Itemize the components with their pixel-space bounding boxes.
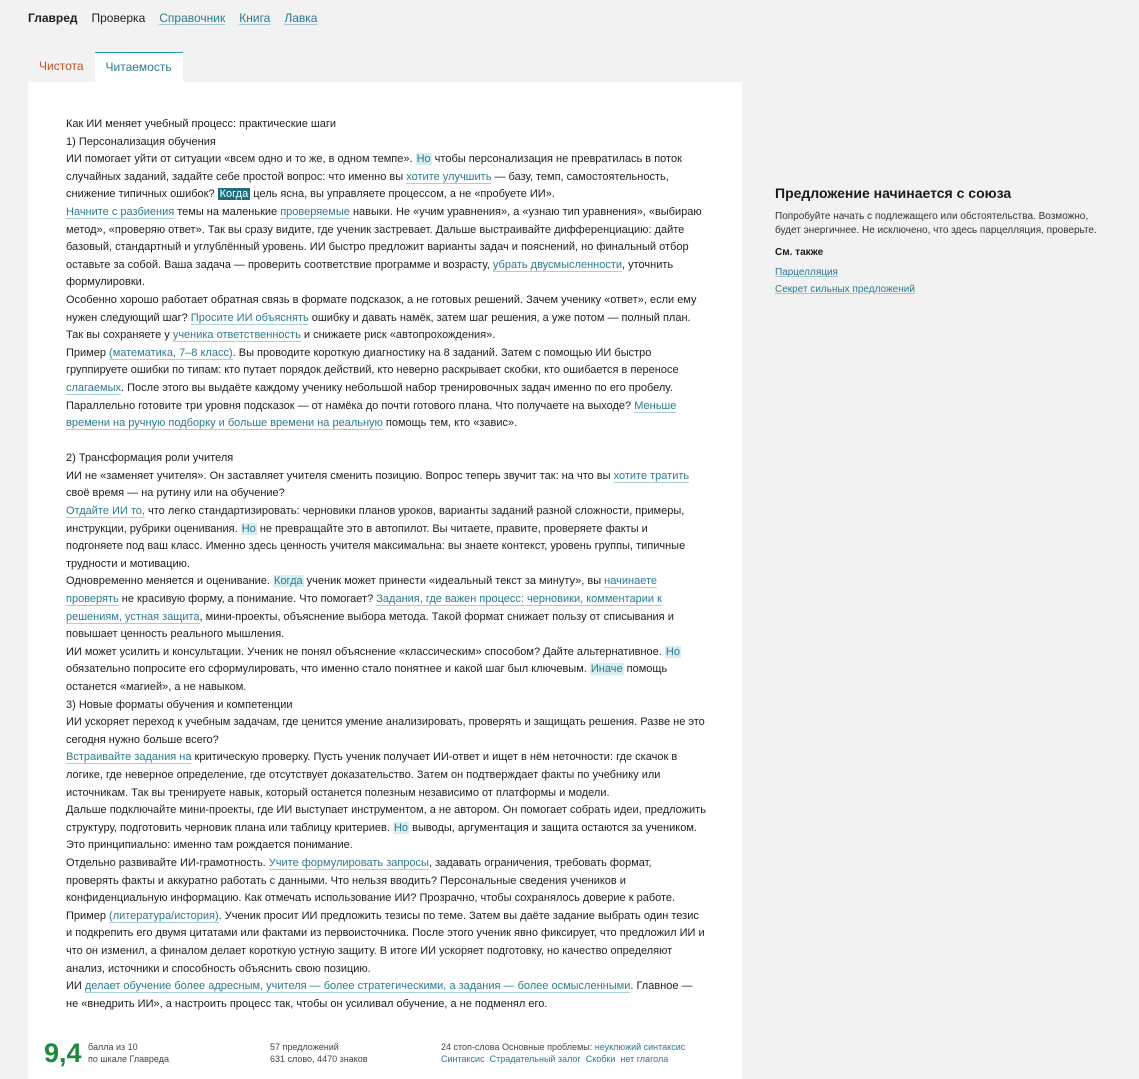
text-run: критическую проверку. Пусть ученик получает ИИ-ответ и ищет в нём неточности: где скачок в логике, где неверное определение, где отсутствует доказательство. Затем он подтверждает факты по учебнику или источникам. Так вы тренируете навык, который останется полезным независимо от платформы и модели. [66, 751, 678, 799]
paragraph [66, 802, 706, 855]
underline-issue[interactable]: (литература/история) [109, 909, 219, 922]
rule-explanation-panel [775, 185, 1115, 298]
problem-link[interactable]: Синтаксис [441, 1054, 485, 1064]
nav-item-book[interactable]: Книга [239, 11, 271, 25]
underline-issue[interactable]: Просите ИИ объяснять [190, 311, 309, 324]
text-run: Отдельно развивайте ИИ-грамотность. [66, 856, 269, 869]
highlight-conjunction[interactable]: Иначе [590, 663, 623, 676]
highlight-conjunction[interactable]: Но [416, 153, 431, 166]
text-run: темы на маленькие [174, 205, 281, 218]
text-run: чтобы персонализация не превратилась в поток случайных заданий, задайте себе простой вопрос: что именно вы [66, 153, 682, 183]
text-run: помощь тем, кто «завис». [382, 417, 518, 430]
problem-link[interactable]: Скобки [585, 1054, 616, 1064]
text-stats [270, 1041, 368, 1065]
underline-issue[interactable]: Отдайте ИИ то, [66, 505, 145, 518]
paragraph [66, 151, 706, 204]
underline-issue[interactable]: делает обучение более адресным, учителя — более стратегическими, а задания — более осмысленными [84, 980, 631, 993]
nav-item-reference[interactable]: Справочник [159, 11, 226, 25]
doc-title: Как ИИ меняет учебный процесс: практические шаги [66, 118, 337, 130]
brand-logo[interactable]: Главред [28, 11, 78, 25]
text-run: ИИ помогает уйти от ситуации «всем одно и то же, в одном темпе». [66, 153, 416, 166]
see-also-link-strong-sentences[interactable]: Секрет сильных предложений [775, 284, 915, 295]
rule-description: Попробуйте начать с подлежащего или обстоятельства. Возможно, будет энергичнее. Не исключено, что здесь парцелляция, проверьте. [775, 211, 1097, 236]
paragraph [66, 749, 706, 802]
nav-item-check[interactable]: Проверка [91, 11, 146, 25]
underline-issue[interactable]: Учите формулировать запросы [268, 856, 429, 869]
text-run: и снижаете риск «автопрохождения». [300, 329, 496, 342]
paragraph [66, 644, 706, 697]
paragraph [66, 573, 706, 643]
underline-issue[interactable]: хотите улучшить [406, 170, 492, 183]
highlight-conjunction[interactable]: Но [665, 645, 680, 658]
tab-clean[interactable]: Чистота [39, 59, 84, 73]
text-run: . После этого вы выдаёте каждому ученику небольшой набор тренировочных задач именно по его пробелу. Параллельно готовите три уровня подсказок — от намёка до почти готового плана. Что получаете на выходе? [66, 381, 673, 412]
text-run: — базу, темп, самостоятельность, снижение типичных ошибок? [66, 170, 669, 201]
text-run: ученик может принести «идеальный текст за минуту», вы [303, 575, 605, 588]
text-run: , мини-проекты, объяснение выбора метода. Такой формат снижает пользу от списывания и повышает ценность реального мышления. [66, 610, 674, 641]
text-editor[interactable] [28, 82, 742, 1079]
sentence-count: 57 предложений [270, 1042, 339, 1052]
problem-link[interactable]: нет глагола [620, 1054, 669, 1064]
score-label-line: по шкале Главреда [88, 1054, 169, 1064]
underline-issue[interactable]: Задания, где важен процесс: черновики, комментарии к решениям, устная защита [66, 593, 662, 623]
blank-line [66, 433, 706, 451]
stop-words-count: 24 стоп-слова [441, 1042, 500, 1052]
text-run: ИИ не «заменяет учителя». Он заставляет учителя сменить позицию. Вопрос теперь звучит так: на что вы [66, 469, 614, 482]
text-run: выводы, аргументация и защита остаются за учеником. Это принципиально: именно там рождается понимание. [66, 821, 697, 852]
text-run: ИИ [66, 980, 85, 993]
score-label-line: балла из 10 [88, 1042, 138, 1052]
score-label [88, 1041, 169, 1065]
text-run: что легко стандартизировать: черновики планов уроков, варианты заданий разной сложности, примеры, инструкции, рубрики оценивания. [66, 505, 685, 535]
text-run: Дальше подключайте мини-проекты, где ИИ выступает инструментом, а не автором. Он помогает собрать идеи, предложить структуру, подготовить черновик плана или таблицу критериев. [66, 804, 706, 834]
underline-issue[interactable]: проверяемые [280, 205, 350, 218]
text-run: , задавать ограничения, требовать формат, проверять факты и аккуратно работать с данными. Что нельзя вводить? Персональные сведения учеников и конфиденциальную информацию. Как отмечать использование ИИ? Прозрачно, чтобы сохранялось доверие к работе. [66, 856, 676, 905]
underline-issue[interactable]: Встраивайте задания на [66, 751, 192, 764]
word-char-count: 631 слово, 4470 знаков [270, 1054, 368, 1064]
section-heading: 1) Персонализация обучения [66, 135, 216, 148]
nav-item-shop[interactable]: Лавка [284, 11, 318, 25]
paragraph [66, 468, 706, 503]
underline-issue[interactable]: (математика, 7–8 класс) [109, 346, 233, 359]
tab-readability[interactable]: Читаемость [95, 52, 183, 82]
highlight-conjunction[interactable]: Но [241, 522, 256, 535]
section-heading: 2) Трансформация роли учителя [66, 452, 234, 465]
text-run: . Главное — не «внедрить ИИ», а настроить процесс так, чтобы он усиливал обучение, а не подменял его. [66, 980, 693, 1010]
underline-issue[interactable]: Начните с разбиения [66, 205, 175, 218]
text-run: Особенно хорошо работает обратная связь в формате подсказок, а не готовых решений. Зачем ученику «ответ», если ему нужен следующий шаг? [66, 293, 697, 324]
underline-issue[interactable]: начинаете проверять [66, 575, 657, 606]
editor-text[interactable] [66, 116, 706, 1013]
problem-link[interactable]: Страдательный залог [489, 1054, 581, 1064]
highlight-conjunction[interactable]: Когда [274, 575, 303, 588]
problems-label: Основные проблемы: [501, 1042, 593, 1052]
score-value: 9,4 [44, 1038, 82, 1068]
section-heading: 3) Новые форматы обучения и компетенции [66, 698, 293, 711]
highlight-conjunction[interactable]: Но [393, 821, 409, 834]
text-run: не красивую форму, а понимание. Что помогает? [118, 593, 377, 606]
paragraph: ИИ ускоряет переход к учебным задачам, где ценится умение анализировать, проверять и защищать решения. Разве не это сегодня нужно больше всего? [66, 716, 705, 746]
mode-tabs [28, 52, 183, 82]
paragraph [66, 345, 706, 433]
paragraph [66, 503, 706, 573]
text-run: , уточнить формулировки. [66, 258, 674, 289]
text-run: навыки. Не «учим уравнения», а «узнаю тип уравнения», «выбираю метод», «проверяю ответ». Так вы сразу видите, где ученик застревает. Дальше выстраивайте дифференциацию: дайте базовый, стандартный и углублённый уровень. ИИ быстро предложит варианты задач и пояснений, но финальный отбор оставьте за собой. Ваша задача — проверить соответствие программе и возрасту, [66, 205, 702, 271]
underline-issue[interactable]: хотите тратить [613, 469, 690, 482]
underline-issue[interactable]: убрать двусмысленности [492, 258, 623, 271]
paragraph [66, 204, 706, 292]
paragraph [66, 978, 706, 1013]
text-run: Одновременно меняется и оценивание. [66, 575, 274, 588]
highlight-selected[interactable]: Когда [219, 188, 249, 201]
text-run: ИИ может усилить и консультации. Ученик не понял объяснение «классическим» способом? Дайте альтернативное. [66, 645, 665, 658]
problem-link[interactable]: неуклюжий синтаксис [594, 1042, 686, 1052]
text-run: . Вы проводите короткую диагностику на 8 заданий. Затем с помощью ИИ быстро группируете ошибки по типам: кто путает порядок действий, кто неверно раскрывает скобки, кто ошибается в переносе [66, 346, 679, 377]
text-run: ошибку и давать намёк, затем шаг решения, а уже потом — полный план. Так вы сохраняете у [66, 311, 691, 342]
see-also-heading: См. также [775, 247, 824, 258]
text-run: помощь останется «магией», а не навыком. [66, 663, 668, 693]
text-run: своё время — на рутину или на обучение? [66, 487, 285, 500]
underline-issue[interactable]: слагаемых [66, 381, 122, 394]
text-run: цель ясна, вы управляете процессом, а не «пробуете ИИ». [250, 188, 555, 201]
see-also-link-parcellation[interactable]: Парцелляция [775, 267, 838, 278]
paragraph [66, 855, 706, 908]
top-nav [28, 11, 331, 25]
text-run: . Ученик просит ИИ предложить тезисы по теме. Затем вы даёте задание выбрать один тезис и подкрепить его двумя цитатами или фактами из первоисточника. После этого ученик явно фиксирует, что предложил ИИ и что он изменил, а финалом делает короткую устную защиту. В итоге ИИ ускоряет подготовку, но качество определяют анализ, источники и способность объяснить свою позицию. [66, 909, 705, 975]
text-run: Пример [66, 909, 110, 922]
text-run: обязательно попросите его сформулировать, что именно стало понятнее и какой шаг был ключевым. [66, 663, 590, 676]
score-footer [44, 1037, 734, 1073]
paragraph [66, 908, 706, 978]
underline-issue[interactable]: ученика ответственность [172, 329, 301, 342]
rule-title: Предложение начинается с союза [775, 185, 1012, 201]
paragraph [66, 292, 706, 345]
text-run: Пример [66, 346, 110, 359]
underline-issue[interactable]: Меньше времени на ручную подборку и больше времени на реальную [66, 399, 677, 430]
problems-summary [441, 1041, 741, 1065]
text-run: не превращайте это в автопилот. Вы читаете, правите, проверяете факты и подгоняете под ваш класс. Именно здесь ценность учителя максимальна: вы знаете контекст, уровень группы, типичные трудности и мотивацию. [66, 522, 686, 570]
